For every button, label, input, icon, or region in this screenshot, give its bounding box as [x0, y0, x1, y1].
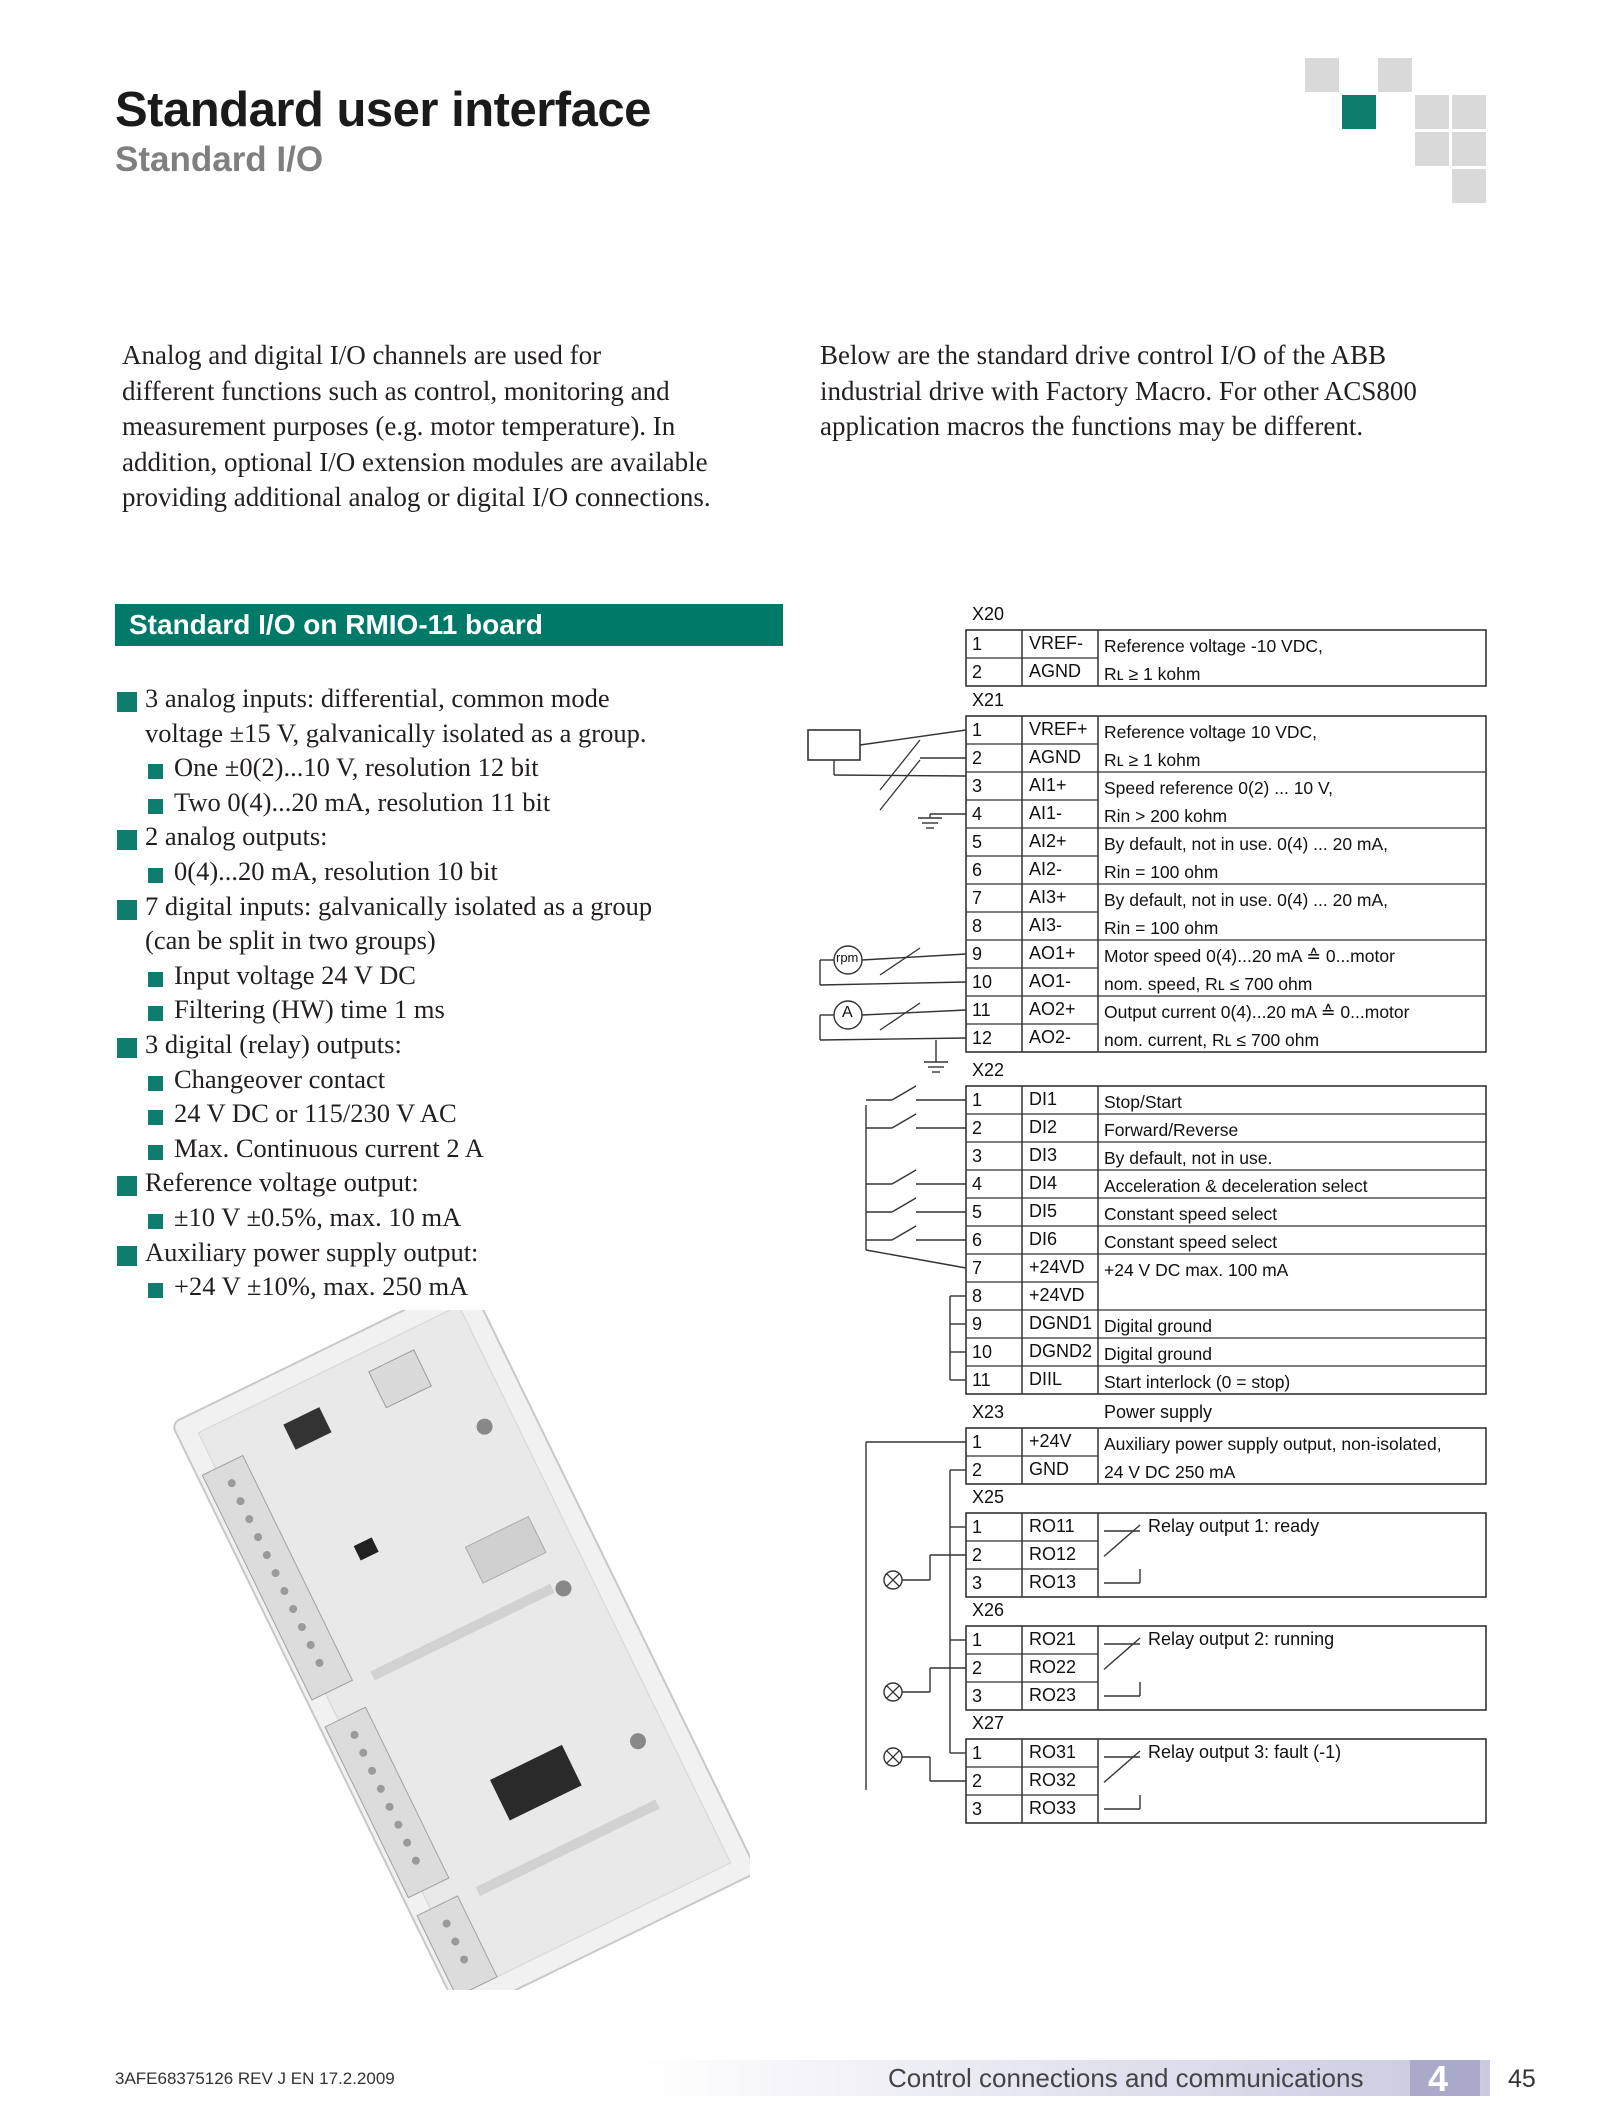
terminal-signal: DGND1: [1029, 1313, 1093, 1333]
page-title: Standard user interface: [115, 83, 651, 137]
wire: [866, 1250, 966, 1268]
terminal-description: Forward/Reverse: [1104, 1120, 1239, 1140]
terminal-signal: DI5: [1029, 1201, 1058, 1221]
terminal-description: By default, not in use. 0(4) ... 20 mA,: [1104, 890, 1389, 910]
terminal-signal: DI1: [1029, 1089, 1058, 1109]
wire: [862, 1010, 966, 1015]
terminal-description: Motor speed 0(4)...20 mA ≙ 0...motor: [1104, 946, 1395, 966]
terminal-signal: VREF-: [1029, 633, 1083, 653]
terminal-signal: AO1+: [1029, 943, 1076, 963]
terminal-description: Reference voltage -10 VDC,: [1104, 636, 1323, 656]
bullet-text: 3 digital (relay) outputs:: [145, 1029, 402, 1059]
terminal-number: 2: [972, 748, 983, 768]
terminal-number: 7: [972, 1258, 983, 1278]
relay-contact-blade: [1104, 1751, 1140, 1782]
terminal-signal: AI2+: [1029, 831, 1067, 851]
footer-section-title: Control connections and communications: [888, 2063, 1364, 2093]
bullet-text: voltage ±15 V, galvanically isolated as a group.: [145, 717, 647, 748]
terminal-number: 4: [972, 804, 983, 824]
intro-left-line: addition, optional I/O extension modules are available: [122, 446, 708, 477]
terminal-number: 3: [972, 776, 983, 796]
switch-blade: [892, 1114, 916, 1128]
wire: [820, 1038, 966, 1040]
bullet-text: Reference voltage output:: [145, 1167, 419, 1198]
terminal-description: Acceleration & deceleration select: [1104, 1176, 1368, 1196]
terminal-number: 9: [972, 944, 983, 964]
wire: [862, 954, 966, 960]
terminal-block-label: X21: [972, 690, 1005, 710]
terminal-number: 1: [972, 634, 983, 654]
terminal-signal: AO2-: [1029, 1027, 1072, 1047]
terminal-description: Auxiliary power supply output, non-isolated,: [1104, 1434, 1442, 1454]
terminal-signal: RO33: [1029, 1798, 1077, 1818]
terminal-number: 6: [972, 1230, 983, 1250]
terminal-signal: AI1+: [1029, 775, 1067, 795]
terminal-signal: VREF+: [1029, 719, 1088, 739]
terminal-description: Stop/Start: [1104, 1092, 1182, 1112]
intro-left-line: Analog and digital I/O channels are used for: [122, 340, 602, 370]
bullet-text: 2 analog outputs:: [145, 821, 328, 852]
terminal-description: Output current 0(4)...20 mA ≙ 0...motor: [1104, 1002, 1410, 1022]
terminal-signal: DI2: [1029, 1117, 1058, 1137]
terminal-number: 1: [972, 1090, 983, 1110]
bullet-text: 7 digital inputs: galvanically isolated as a group: [145, 890, 653, 921]
shield: [880, 948, 920, 975]
terminal-number: 5: [972, 1202, 983, 1222]
doc-code: 3AFE68375126 REV J EN 17.2.2009: [115, 2069, 395, 2088]
terminal-signal: DI6: [1029, 1229, 1058, 1249]
terminal-number: 7: [972, 888, 983, 908]
relay-output-label: Relay output 1: ready: [1148, 1516, 1320, 1536]
switch-blade: [892, 1226, 916, 1240]
relay-output-label: Relay output 3: fault (-1): [1148, 1742, 1342, 1762]
terminal-description: Rʟ ≥ 1 kohm: [1104, 750, 1201, 770]
terminal-number: 1: [972, 1630, 983, 1650]
terminal-description: 24 V DC 250 mA: [1104, 1462, 1236, 1482]
terminal-number: 3: [972, 1799, 983, 1819]
terminal-signal: AI2-: [1029, 859, 1063, 879]
bullet-text: Filtering (HW) time 1 ms: [174, 994, 445, 1025]
bullet-text: Auxiliary power supply output:: [145, 1236, 479, 1267]
terminal-number: 6: [972, 860, 983, 880]
terminal-number: 12: [972, 1028, 993, 1048]
terminal-description: Constant speed select: [1104, 1232, 1278, 1252]
terminal-signal: RO11: [1029, 1516, 1075, 1536]
terminal-signal: RO31: [1029, 1742, 1077, 1762]
section-banner: Standard I/O on RMIO-11 board: [115, 604, 783, 646]
terminal-description: Speed reference 0(2) ... 10 V,: [1104, 778, 1333, 798]
terminal-signal: AI3+: [1029, 887, 1067, 907]
switch-blade: [892, 1170, 916, 1184]
terminal-signal: RO23: [1029, 1685, 1077, 1705]
terminal-signal: RO12: [1029, 1544, 1077, 1564]
terminal-signal: AO2+: [1029, 999, 1076, 1019]
terminal-description: Constant speed select: [1104, 1204, 1278, 1224]
terminal-block-label: X22: [972, 1060, 1005, 1080]
shield: [880, 740, 920, 790]
terminal-signal: RO32: [1029, 1770, 1077, 1790]
terminal-number: 10: [972, 1342, 993, 1362]
bullet-text: (can be split in two groups): [145, 925, 436, 956]
terminal-signal: +24V: [1029, 1431, 1072, 1451]
terminal-block-label: X23: [972, 1402, 1005, 1422]
terminal-signal: DI3: [1029, 1145, 1058, 1165]
ammeter-label: A: [842, 1004, 853, 1021]
chapter-number: 4: [1428, 2058, 1449, 2099]
shield: [880, 760, 920, 810]
terminal-description: Rʟ ≥ 1 kohm: [1104, 664, 1201, 684]
terminal-number: 3: [972, 1573, 983, 1593]
switch-blade: [892, 1086, 916, 1100]
terminal-block-label: X27: [972, 1713, 1005, 1733]
terminal-signal: +24VD: [1029, 1257, 1085, 1277]
terminal-number: 9: [972, 1314, 983, 1334]
terminal-number: 10: [972, 972, 993, 992]
terminal-description: Digital ground: [1104, 1344, 1212, 1364]
terminal-block-note: Power supply: [1104, 1402, 1213, 1422]
intro-right-line: application macros the functions may be different.: [820, 411, 1364, 441]
terminal-signal: RO13: [1029, 1572, 1077, 1592]
terminal-number: 11: [972, 1370, 991, 1390]
terminal-number: 4: [972, 1174, 983, 1194]
wire: [834, 775, 966, 776]
terminal-signal: AI1-: [1029, 803, 1063, 823]
terminal-number: 8: [972, 916, 983, 936]
terminal-number: 3: [972, 1686, 983, 1706]
potentiometer: [808, 730, 860, 760]
terminal-number: 1: [972, 1743, 983, 1763]
terminal-description: Digital ground: [1104, 1316, 1212, 1336]
terminal-number: 5: [972, 832, 983, 852]
terminal-number: 1: [972, 1517, 983, 1537]
bullet-text: Max. Continuous current 2 A: [174, 1132, 484, 1163]
terminal-number: 2: [972, 1118, 983, 1138]
terminal-number: 1: [972, 720, 983, 740]
terminal-number: 1: [972, 1432, 983, 1452]
relay-contact-blade: [1104, 1638, 1140, 1669]
terminal-signal: AGND: [1029, 747, 1082, 767]
terminal-number: 2: [972, 1658, 983, 1678]
intro-right-line: industrial drive with Factory Macro. For other ACS800: [820, 375, 1417, 406]
bullet-text: 3 analog inputs: differential, common mode: [145, 683, 610, 713]
terminal-signal: RO22: [1029, 1657, 1077, 1677]
terminal-number: 3: [972, 1146, 983, 1166]
page-subtitle: Standard I/O: [115, 140, 324, 179]
terminal-block-label: X20: [972, 604, 1005, 624]
terminal-description: Rin > 200 kohm: [1104, 806, 1228, 826]
terminal-description: By default, not in use. 0(4) ... 20 mA,: [1104, 834, 1389, 854]
shield: [880, 1003, 920, 1030]
terminal-description: nom. current, Rʟ ≤ 700 ohm: [1104, 1030, 1320, 1050]
bullet-text: 0(4)...20 mA, resolution 10 bit: [174, 856, 498, 886]
terminal-number: 2: [972, 662, 983, 682]
bullet-text: 24 V DC or 115/230 V AC: [174, 1098, 457, 1129]
terminal-signal: DIIL: [1029, 1369, 1063, 1389]
terminal-block-label: X25: [972, 1487, 1005, 1507]
terminal-signal: +24VD: [1029, 1285, 1085, 1305]
terminal-signal: GND: [1029, 1459, 1069, 1479]
wire: [820, 982, 966, 985]
bullet-text: ±10 V ±0.5%, max. 10 mA: [174, 1202, 462, 1232]
bullet-text: Changeover contact: [174, 1063, 386, 1094]
terminal-number: 11: [972, 1000, 991, 1020]
intro-left-line: measurement purposes (e.g. motor temperature). In: [122, 411, 676, 441]
terminal-description: Reference voltage 10 VDC,: [1104, 722, 1318, 742]
terminal-description: Rin = 100 ohm: [1104, 918, 1219, 938]
terminal-signal: AGND: [1029, 661, 1082, 681]
terminal-number: 2: [972, 1771, 983, 1791]
terminal-number: 8: [972, 1286, 983, 1306]
bullet-text: Two 0(4)...20 mA, resolution 11 bit: [174, 786, 551, 817]
relay-output-label: Relay output 2: running: [1148, 1629, 1335, 1649]
terminal-signal: AI3-: [1029, 915, 1063, 935]
terminal-number: 2: [972, 1545, 983, 1565]
wire: [860, 730, 966, 745]
rpm-meter-label: rpm: [836, 950, 859, 965]
intro-left-line: providing additional analog or digital I/O connections.: [122, 482, 711, 512]
relay-contact-blade: [1104, 1525, 1140, 1556]
page-number: 45: [1508, 2065, 1536, 2093]
terminal-description: By default, not in use.: [1104, 1148, 1273, 1168]
terminal-description: Start interlock (0 = stop): [1104, 1372, 1291, 1392]
intro-left-line: different functions such as control, monitoring and: [122, 375, 670, 406]
bullet-text: One ±0(2)...10 V, resolution 12 bit: [174, 752, 539, 783]
switch-blade: [892, 1198, 916, 1212]
terminal-description: Rin = 100 ohm: [1104, 862, 1219, 882]
terminal-description: +24 V DC max. 100 mA: [1104, 1260, 1289, 1280]
terminal-signal: AO1-: [1029, 971, 1072, 991]
bullet-text: Input voltage 24 V DC: [174, 959, 416, 990]
terminal-number: 2: [972, 1460, 983, 1480]
terminal-block-label: X26: [972, 1600, 1005, 1620]
terminal-signal: DI4: [1029, 1173, 1058, 1193]
intro-right-line: Below are the standard drive control I/O of the ABB: [820, 340, 1387, 370]
terminal-signal: RO21: [1029, 1629, 1077, 1649]
bullet-text: +24 V ±10%, max. 250 mA: [174, 1271, 469, 1302]
terminal-description: nom. speed, Rʟ ≤ 700 ohm: [1104, 974, 1313, 994]
terminal-signal: DGND2: [1029, 1341, 1093, 1361]
